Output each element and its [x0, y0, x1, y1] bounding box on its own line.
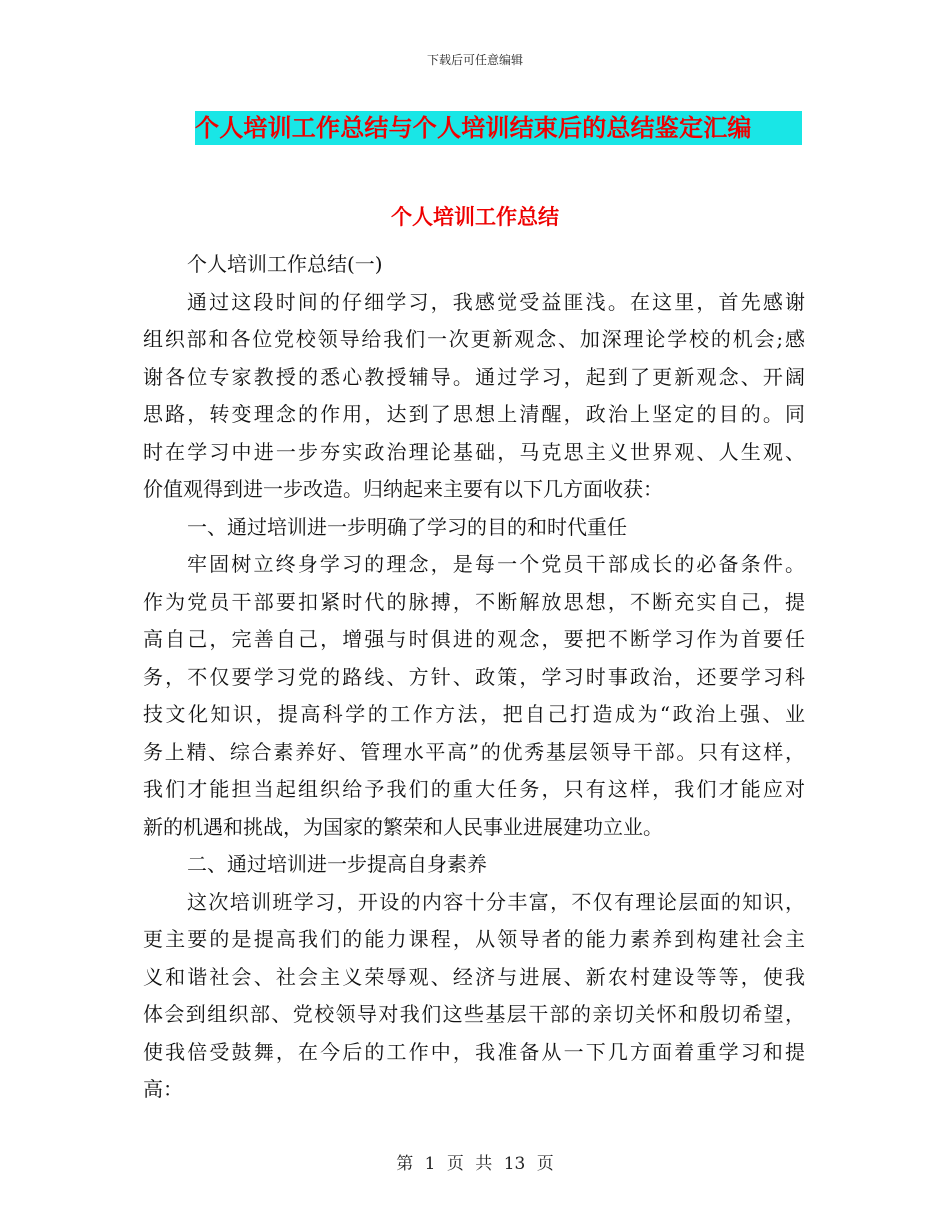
body-line: 高： [143, 1077, 183, 1101]
body-line: 思路，转变理念的作用，达到了思想上清醒，政治上坚定的目的。同 [143, 402, 805, 426]
body-line: 更主要的是提高我们的能力课程，从领导者的能力素养到构建社会主 [143, 927, 805, 951]
body-line: 一、通过培训进一步明确了学习的目的和时代重任 [187, 514, 627, 539]
body-line: 高自己，完善自己，增强与时俱进的观念，要把不断学习作为首要任 [143, 627, 805, 651]
body-line: 新的机遇和挑战，为国家的繁荣和人民事业进展建功立业。 [143, 814, 663, 839]
body-line: 谢各位专家教授的悉心教授辅导。通过学习，起到了更新观念、开阔 [143, 364, 805, 389]
body-line: 通过这段时间的仔细学习，我感觉受益匪浅。在这里，首先感谢 [187, 289, 805, 314]
page-header-note: 下载后可任意编辑 [426, 53, 523, 67]
body-line: 体会到组织部、党校领导对我们这些基层干部的亲切关怀和殷切希望， [143, 1002, 805, 1026]
document-body [143, 246, 805, 1109]
body-line: 时在学习中进一步夯实政治理论基础，马克思主义世界观、人生观、 [143, 439, 805, 464]
body-line: 个人培训工作总结(一) [187, 252, 383, 276]
document-title: 个人培训工作总结与个人培训结束后的总结鉴定汇编 [195, 114, 752, 142]
body-line: 这次培训班学习，开设的内容十分丰富，不仅有理论层面的知识， [187, 889, 805, 914]
body-line: 价值观得到进一步改造。归纳起来主要有以下几方面收获： [143, 477, 663, 501]
body-line: 我们才能担当起组织给予我们的重大任务，只有这样，我们才能应对 [143, 777, 805, 801]
body-line: 务上精、综合素养好、管理水平高”的优秀基层领导干部。只有这样， [143, 739, 805, 764]
body-line: 技文化知识，提高科学的工作方法，把自己打造成为“政治上强、业 [143, 702, 805, 726]
section-title: 个人培训工作总结 [391, 205, 559, 229]
body-line: 义和谐社会、社会主义荣辱观、经济与进展、新农村建设等等，使我 [143, 964, 805, 989]
body-line: 使我倍受鼓舞，在今后的工作中，我准备从一下几方面着重学习和提 [143, 1039, 805, 1064]
body-line: 组织部和各位党校领导给我们一次更新观念、加深理论学校的机会;感 [143, 327, 805, 351]
page-number: 第 1 页 共 13 页 [396, 1154, 554, 1174]
document-title-highlight [195, 111, 802, 145]
body-line: 务，不仅要学习党的路线、方针、政策，学习时事政治，还要学习科 [143, 664, 805, 689]
body-line: 牢固树立终身学习的理念，是每一个党员干部成长的必备条件。 [187, 552, 805, 576]
body-line: 作为党员干部要扣紧时代的脉搏，不断解放思想，不断充实自己，提 [143, 589, 805, 614]
body-line: 二、通过培训进一步提高自身素养 [187, 852, 487, 876]
